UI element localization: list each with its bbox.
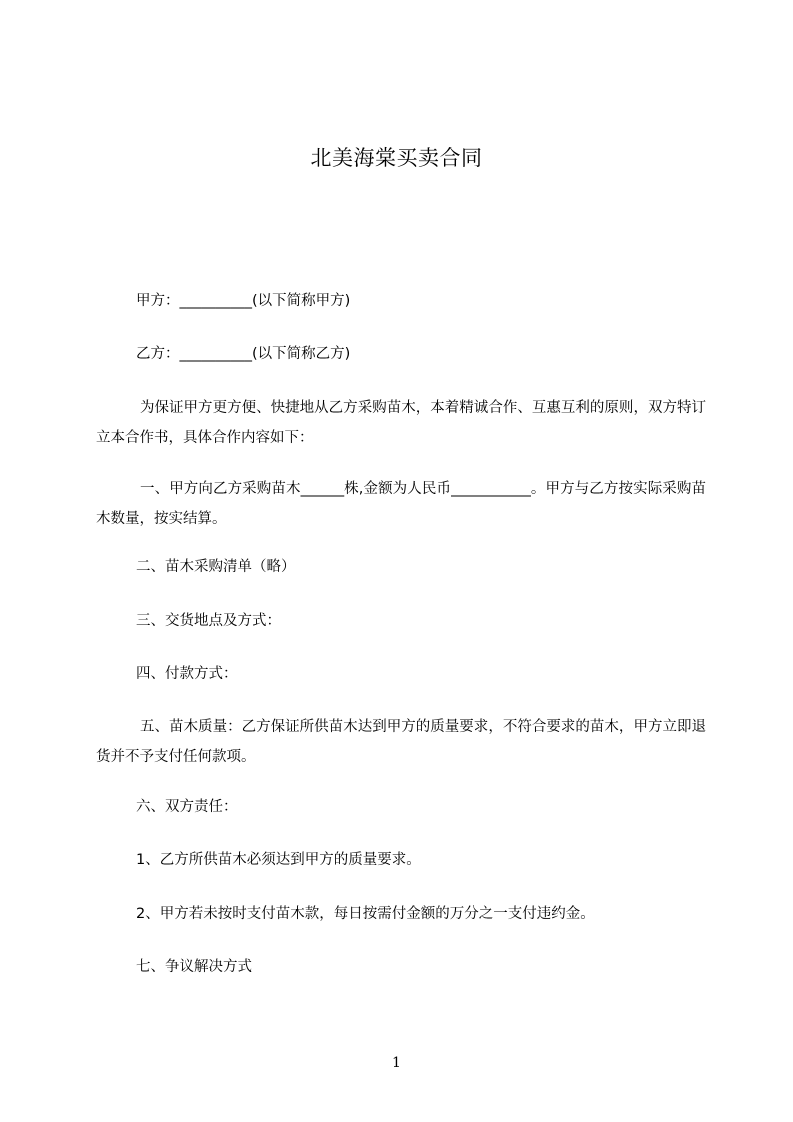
clause-6-item-1: 1、乙方所供苗木必须达到甲方的质量要求。	[136, 852, 421, 868]
clause-2: 二、苗木采购清单（略）	[136, 559, 296, 575]
party-b-line: 乙方：__________(以下简称乙方)	[136, 346, 351, 362]
clause-1: 一、甲方向乙方采购苗木______株,金额为人民币___________。甲方与乙方按实际采购苗木数量，按实结算。	[96, 481, 706, 527]
clause-5: 五、苗木质量：乙方保证所供苗木达到甲方的质量要求，不符合要求的苗木，甲方立即退货并不予支付任何款项。	[96, 719, 706, 765]
intro-paragraph: 为保证甲方更方便、快捷地从乙方采购苗木，本着精诚合作、互惠互利的原则，双方特订立本合作书，具体合作内容如下：	[96, 400, 706, 446]
clause-7: 七、争议解决方式	[136, 959, 252, 975]
clause-3: 三、交货地点及方式：	[136, 613, 281, 629]
clause-6-item-2: 2、甲方若未按时支付苗木款，每日按需付金额的万分之一支付违约金。	[136, 906, 595, 922]
clause-4: 四、付款方式：	[136, 666, 238, 682]
party-a-line: 甲方：__________(以下简称甲方)	[136, 293, 351, 309]
clause-6: 六、双方责任：	[136, 799, 238, 815]
document-title: 北美海棠买卖合同	[310, 146, 483, 170]
page-number: 1	[392, 1055, 401, 1071]
